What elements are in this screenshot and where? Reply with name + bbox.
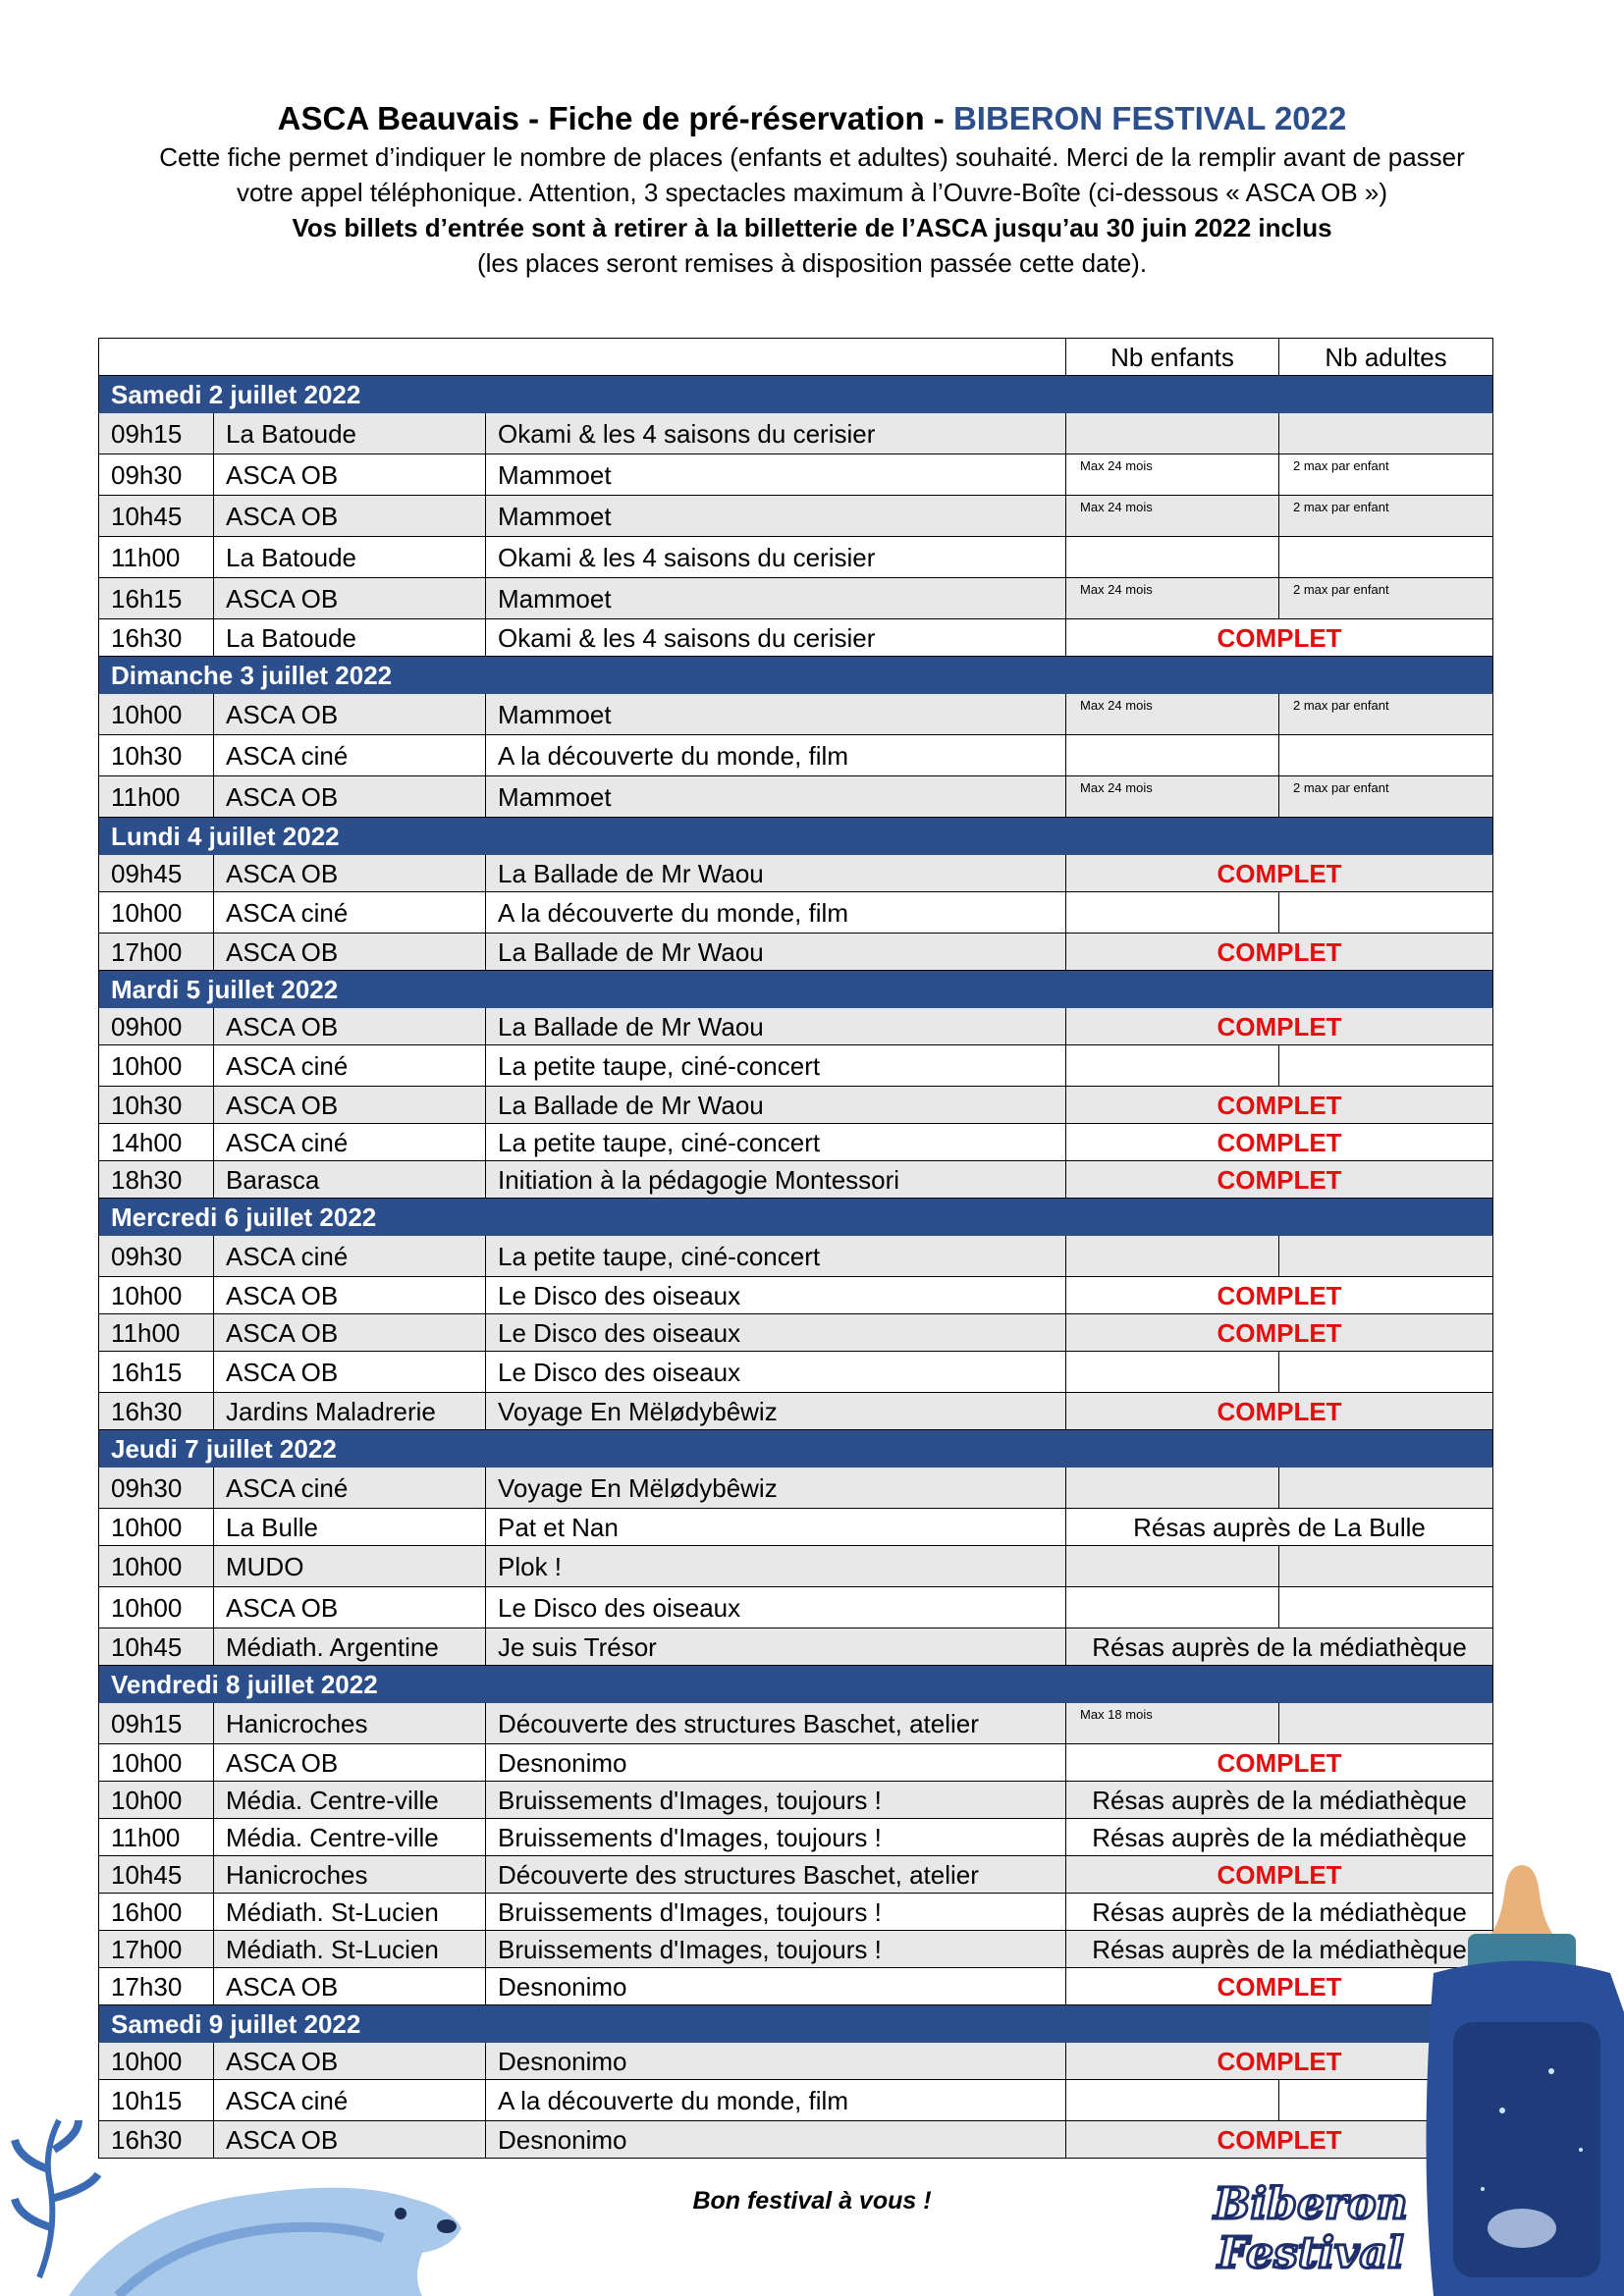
event-time: 10h00 xyxy=(99,694,214,735)
event-venue: ASCA OB xyxy=(214,1352,486,1393)
event-venue: Hanicroches xyxy=(214,1703,486,1744)
event-time: 10h00 xyxy=(99,2043,214,2080)
event-show: Voyage En Mëlødybêwiz xyxy=(486,1468,1066,1509)
event-venue: ASCA ciné xyxy=(214,1468,486,1509)
event-time: 09h15 xyxy=(99,1703,214,1744)
event-time: 11h00 xyxy=(99,776,214,818)
table-row xyxy=(99,1509,1493,1546)
event-show: Le Disco des oiseaux xyxy=(486,1352,1066,1393)
day-label: Mardi 5 juillet 2022 xyxy=(99,971,1493,1008)
day-label: Samedi 2 juillet 2022 xyxy=(99,376,1493,413)
event-venue: MUDO xyxy=(214,1546,486,1587)
table-row xyxy=(99,735,1493,776)
table-row xyxy=(99,1629,1493,1666)
event-show: A la découverte du monde, film xyxy=(486,2080,1066,2121)
event-time: 16h15 xyxy=(99,1352,214,1393)
event-show: Le Disco des oiseaux xyxy=(486,1277,1066,1314)
event-time: 10h00 xyxy=(99,1509,214,1546)
status-complet: COMPLET xyxy=(1066,2043,1493,2080)
event-venue: Médiath. St-Lucien xyxy=(214,1931,486,1968)
children-count-field[interactable] xyxy=(1066,1468,1279,1509)
event-time: 18h30 xyxy=(99,1161,214,1199)
children-count-field[interactable]: Max 18 mois xyxy=(1066,1703,1279,1744)
event-time: 10h00 xyxy=(99,1744,214,1782)
footer-message: Bon festival à vous ! xyxy=(692,2187,932,2215)
event-venue: ASCA OB xyxy=(214,496,486,537)
day-header-row xyxy=(99,1199,1493,1236)
adults-count-field[interactable] xyxy=(1279,1045,1493,1087)
event-venue: ASCA OB xyxy=(214,855,486,892)
event-time: 11h00 xyxy=(99,537,214,578)
event-time: 09h30 xyxy=(99,1468,214,1509)
event-show: Découverte des structures Baschet, atelier xyxy=(486,1856,1066,1894)
event-venue: ASCA OB xyxy=(214,1968,486,2005)
children-count-field[interactable]: Max 24 mois xyxy=(1066,454,1279,496)
adults-count-field[interactable] xyxy=(1279,1236,1493,1277)
title-main: ASCA Beauvais - Fiche de pré-réservation - xyxy=(277,100,953,136)
event-show: Mammoet xyxy=(486,776,1066,818)
table-row xyxy=(99,1008,1493,1045)
table-row xyxy=(99,578,1493,619)
children-count-field[interactable]: Max 24 mois xyxy=(1066,496,1279,537)
table-row xyxy=(99,413,1493,454)
event-venue: ASCA OB xyxy=(214,454,486,496)
col-header-children: Nb enfants xyxy=(1066,339,1279,376)
event-show: La petite taupe, ciné-concert xyxy=(486,1045,1066,1087)
event-time: 10h00 xyxy=(99,1587,214,1629)
event-time: 17h00 xyxy=(99,934,214,971)
event-time: 10h00 xyxy=(99,1045,214,1087)
event-show: Okami & les 4 saisons du cerisier xyxy=(486,537,1066,578)
status-complet: COMPLET xyxy=(1066,1856,1493,1894)
header-blank-cell xyxy=(99,339,1066,376)
table-header-row xyxy=(99,339,1493,376)
adults-count-field[interactable]: 2 max par enfant xyxy=(1279,578,1493,619)
col-header-adults: Nb adultes xyxy=(1279,339,1493,376)
event-venue: ASCA ciné xyxy=(214,1236,486,1277)
table-row xyxy=(99,1744,1493,1782)
table-row xyxy=(99,1819,1493,1856)
table-row xyxy=(99,1124,1493,1161)
event-time: 16h00 xyxy=(99,1894,214,1931)
event-show: Mammoet xyxy=(486,496,1066,537)
children-count-field[interactable] xyxy=(1066,1587,1279,1629)
event-show: Je suis Trésor xyxy=(486,1629,1066,1666)
day-header-row xyxy=(99,1666,1493,1703)
event-show: Bruissements d'Images, toujours ! xyxy=(486,1894,1066,1931)
event-time: 10h30 xyxy=(99,735,214,776)
event-time: 09h00 xyxy=(99,1008,214,1045)
event-time: 14h00 xyxy=(99,1124,214,1161)
children-count-field[interactable] xyxy=(1066,1236,1279,1277)
event-time: 09h30 xyxy=(99,454,214,496)
polar-bear-illustration xyxy=(0,2081,511,2296)
table-row xyxy=(99,1587,1493,1629)
table-row xyxy=(99,1045,1493,1087)
event-time: 09h30 xyxy=(99,1236,214,1277)
event-venue: Médiath. St-Lucien xyxy=(214,1894,486,1931)
logo-line-1: Biberon xyxy=(1214,2179,1408,2229)
event-show: Pat et Nan xyxy=(486,1509,1066,1546)
event-venue: ASCA ciné xyxy=(214,1045,486,1087)
event-time: 09h15 xyxy=(99,413,214,454)
day-label: Lundi 4 juillet 2022 xyxy=(99,818,1493,855)
intro-line-1: Cette fiche permet d’indiquer le nombre de places (enfants et adultes) souhaité. Merci de la remplir avant de passer xyxy=(159,142,1465,172)
event-time: 10h15 xyxy=(99,2080,214,2121)
logo-line-2: Festival xyxy=(1218,2228,1404,2278)
table-row xyxy=(99,496,1493,537)
reservation-info: Résas auprès de la médiathèque xyxy=(1066,1819,1493,1856)
table-row xyxy=(99,1393,1493,1430)
event-venue: ASCA OB xyxy=(214,1587,486,1629)
event-show: A la découverte du monde, film xyxy=(486,735,1066,776)
baby-bottle-illustration xyxy=(1414,1855,1624,2296)
status-complet: COMPLET xyxy=(1066,1393,1493,1430)
table-row xyxy=(99,537,1493,578)
title-festival: BIBERON FESTIVAL 2022 xyxy=(952,100,1347,136)
event-show: La Ballade de Mr Waou xyxy=(486,934,1066,971)
event-time: 09h45 xyxy=(99,855,214,892)
event-time: 16h15 xyxy=(99,578,214,619)
event-venue: Médiath. Argentine xyxy=(214,1629,486,1666)
day-label: Jeudi 7 juillet 2022 xyxy=(99,1430,1493,1468)
status-complet: COMPLET xyxy=(1066,855,1493,892)
reservation-info: Résas auprès de la médiathèque xyxy=(1066,1894,1493,1931)
day-label: Samedi 9 juillet 2022 xyxy=(99,2005,1493,2043)
adults-count-field[interactable] xyxy=(1279,1703,1493,1744)
event-venue: ASCA OB xyxy=(214,1744,486,1782)
event-show: Bruissements d'Images, toujours ! xyxy=(486,1819,1066,1856)
intro-line-2: votre appel téléphonique. Attention, 3 spectacles maximum à l’Ouvre-Boîte (ci-dessous « ASCA OB ») xyxy=(236,178,1388,207)
ticket-pickup-notice: Vos billets d’entrée sont à retirer à la billetterie de l’ASCA jusqu’au 30 juin 2022 inclus xyxy=(292,213,1332,242)
reservation-info: Résas auprès de la médiathèque xyxy=(1066,1629,1493,1666)
biberon-festival-logo xyxy=(1203,2169,1419,2296)
children-count-field[interactable] xyxy=(1066,537,1279,578)
day-header-row xyxy=(99,971,1493,1008)
status-complet: COMPLET xyxy=(1066,2121,1493,2159)
day-label: Mercredi 6 juillet 2022 xyxy=(99,1199,1493,1236)
event-venue: ASCA ciné xyxy=(214,2080,486,2121)
event-venue: ASCA OB xyxy=(214,2043,486,2080)
day-header-row xyxy=(99,818,1493,855)
event-venue: ASCA ciné xyxy=(214,1124,486,1161)
event-venue: ASCA OB xyxy=(214,1277,486,1314)
adults-count-field[interactable] xyxy=(1279,1352,1493,1393)
day-header-row xyxy=(99,2005,1493,2043)
event-venue: Média. Centre-ville xyxy=(214,1782,486,1819)
adults-count-field[interactable]: 2 max par enfant xyxy=(1279,454,1493,496)
event-venue: La Bulle xyxy=(214,1509,486,1546)
table-row xyxy=(99,1546,1493,1587)
children-count-field[interactable]: Max 24 mois xyxy=(1066,578,1279,619)
table-row xyxy=(99,1236,1493,1277)
event-show: Mammoet xyxy=(486,694,1066,735)
event-show: Okami & les 4 saisons du cerisier xyxy=(486,619,1066,657)
adults-count-field[interactable] xyxy=(1279,1587,1493,1629)
event-venue: Barasca xyxy=(214,1161,486,1199)
event-time: 10h00 xyxy=(99,1546,214,1587)
table-row xyxy=(99,1782,1493,1819)
adults-count-field[interactable] xyxy=(1279,413,1493,454)
status-complet: COMPLET xyxy=(1066,1008,1493,1045)
event-show: La petite taupe, ciné-concert xyxy=(486,1124,1066,1161)
status-complet: COMPLET xyxy=(1066,1314,1493,1352)
event-show: La petite taupe, ciné-concert xyxy=(486,1236,1066,1277)
event-show: La Ballade de Mr Waou xyxy=(486,1087,1066,1124)
reservation-info: Résas auprès de La Bulle xyxy=(1066,1509,1493,1546)
day-header-row xyxy=(99,657,1493,694)
event-venue: ASCA OB xyxy=(214,1314,486,1352)
table-row xyxy=(99,454,1493,496)
event-show: Desnonimo xyxy=(486,1744,1066,1782)
day-label: Vendredi 8 juillet 2022 xyxy=(99,1666,1493,1703)
event-time: 10h45 xyxy=(99,496,214,537)
children-count-field[interactable] xyxy=(1066,1352,1279,1393)
event-time: 10h30 xyxy=(99,1087,214,1124)
page-header xyxy=(0,98,1624,281)
day-header-row xyxy=(99,1430,1493,1468)
table-row xyxy=(99,1277,1493,1314)
event-show: Le Disco des oiseaux xyxy=(486,1314,1066,1352)
event-venue: ASCA OB xyxy=(214,2121,486,2159)
event-time: 16h30 xyxy=(99,619,214,657)
table-row xyxy=(99,1468,1493,1509)
adults-count-field[interactable]: 2 max par enfant xyxy=(1279,496,1493,537)
event-time: 17h30 xyxy=(99,1968,214,2005)
event-time: 16h30 xyxy=(99,1393,214,1430)
reservation-info: Résas auprès de la médiathèque xyxy=(1066,1782,1493,1819)
event-venue: ASCA ciné xyxy=(214,892,486,934)
event-show: A la découverte du monde, film xyxy=(486,892,1066,934)
table-row xyxy=(99,1314,1493,1352)
event-venue: Média. Centre-ville xyxy=(214,1819,486,1856)
event-venue: ASCA ciné xyxy=(214,735,486,776)
table-row xyxy=(99,1856,1493,1894)
event-show: Voyage En Mëlødybêwiz xyxy=(486,1393,1066,1430)
table-row xyxy=(99,619,1493,657)
event-venue: ASCA OB xyxy=(214,578,486,619)
adults-count-field[interactable] xyxy=(1279,892,1493,934)
table-row xyxy=(99,1087,1493,1124)
event-venue: Hanicroches xyxy=(214,1856,486,1894)
table-row xyxy=(99,934,1493,971)
table-row xyxy=(99,2043,1493,2080)
status-complet: COMPLET xyxy=(1066,1161,1493,1199)
event-time: 17h00 xyxy=(99,1931,214,1968)
table-row xyxy=(99,1161,1493,1199)
event-venue: La Batoude xyxy=(214,413,486,454)
children-count-field[interactable]: Max 24 mois xyxy=(1066,776,1279,818)
event-time: 10h00 xyxy=(99,892,214,934)
event-show: La Ballade de Mr Waou xyxy=(486,1008,1066,1045)
event-show: Plok ! xyxy=(486,1546,1066,1587)
children-count-field[interactable] xyxy=(1066,413,1279,454)
day-header-row xyxy=(99,376,1493,413)
event-show: La Ballade de Mr Waou xyxy=(486,855,1066,892)
event-venue: La Batoude xyxy=(214,619,486,657)
event-venue: ASCA OB xyxy=(214,776,486,818)
table-row xyxy=(99,1894,1493,1931)
event-venue: ASCA OB xyxy=(214,694,486,735)
table-row xyxy=(99,1352,1493,1393)
children-count-field[interactable] xyxy=(1066,735,1279,776)
event-show: Desnonimo xyxy=(486,2121,1066,2159)
status-complet: COMPLET xyxy=(1066,1124,1493,1161)
event-show: Bruissements d'Images, toujours ! xyxy=(486,1931,1066,1968)
event-show: Le Disco des oiseaux xyxy=(486,1587,1066,1629)
reservation-table xyxy=(98,338,1493,2159)
event-time: 10h45 xyxy=(99,1629,214,1666)
status-complet: COMPLET xyxy=(1066,1744,1493,1782)
event-time: 10h45 xyxy=(99,1856,214,1894)
event-show: Bruissements d'Images, toujours ! xyxy=(486,1782,1066,1819)
status-complet: COMPLET xyxy=(1066,1087,1493,1124)
availability-note: (les places seront remises à disposition passée cette date). xyxy=(476,248,1148,278)
table-row xyxy=(99,1703,1493,1744)
event-time: 10h00 xyxy=(99,1782,214,1819)
event-time: 10h00 xyxy=(99,1277,214,1314)
children-count-field[interactable] xyxy=(1066,1546,1279,1587)
event-show: Mammoet xyxy=(486,578,1066,619)
adults-count-field[interactable]: 2 max par enfant xyxy=(1279,694,1493,735)
event-venue: La Batoude xyxy=(214,537,486,578)
children-count-field[interactable] xyxy=(1066,892,1279,934)
event-show: Découverte des structures Baschet, atelier xyxy=(486,1703,1066,1744)
status-complet: COMPLET xyxy=(1066,1968,1493,2005)
adults-count-field[interactable] xyxy=(1279,537,1493,578)
event-time: 11h00 xyxy=(99,1314,214,1352)
status-complet: COMPLET xyxy=(1066,619,1493,657)
event-show: Okami & les 4 saisons du cerisier xyxy=(486,413,1066,454)
status-complet: COMPLET xyxy=(1066,1277,1493,1314)
table-row xyxy=(99,1968,1493,2005)
table-row xyxy=(99,1931,1493,1968)
event-venue: ASCA OB xyxy=(214,934,486,971)
table-row xyxy=(99,776,1493,818)
reservation-info: Résas auprès de la médiathèque xyxy=(1066,1931,1493,1968)
adults-count-field[interactable] xyxy=(1279,1468,1493,1509)
event-venue: Jardins Maladrerie xyxy=(214,1393,486,1430)
children-count-field[interactable] xyxy=(1066,2080,1279,2121)
event-show: Mammoet xyxy=(486,454,1066,496)
page-title xyxy=(0,98,1624,139)
event-venue: ASCA OB xyxy=(214,1008,486,1045)
adults-count-field[interactable] xyxy=(1279,1546,1493,1587)
event-venue: ASCA OB xyxy=(214,1087,486,1124)
adults-count-field[interactable] xyxy=(1279,735,1493,776)
event-show: Initiation à la pédagogie Montessori xyxy=(486,1161,1066,1199)
event-show: Desnonimo xyxy=(486,2043,1066,2080)
children-count-field[interactable]: Max 24 mois xyxy=(1066,694,1279,735)
children-count-field[interactable] xyxy=(1066,1045,1279,1087)
event-show: Desnonimo xyxy=(486,1968,1066,2005)
table-row xyxy=(99,892,1493,934)
status-complet: COMPLET xyxy=(1066,934,1493,971)
event-time: 16h30 xyxy=(99,2121,214,2159)
table-row xyxy=(99,694,1493,735)
adults-count-field[interactable]: 2 max par enfant xyxy=(1279,776,1493,818)
event-time: 11h00 xyxy=(99,1819,214,1856)
table-row xyxy=(99,855,1493,892)
day-label: Dimanche 3 juillet 2022 xyxy=(99,657,1493,694)
